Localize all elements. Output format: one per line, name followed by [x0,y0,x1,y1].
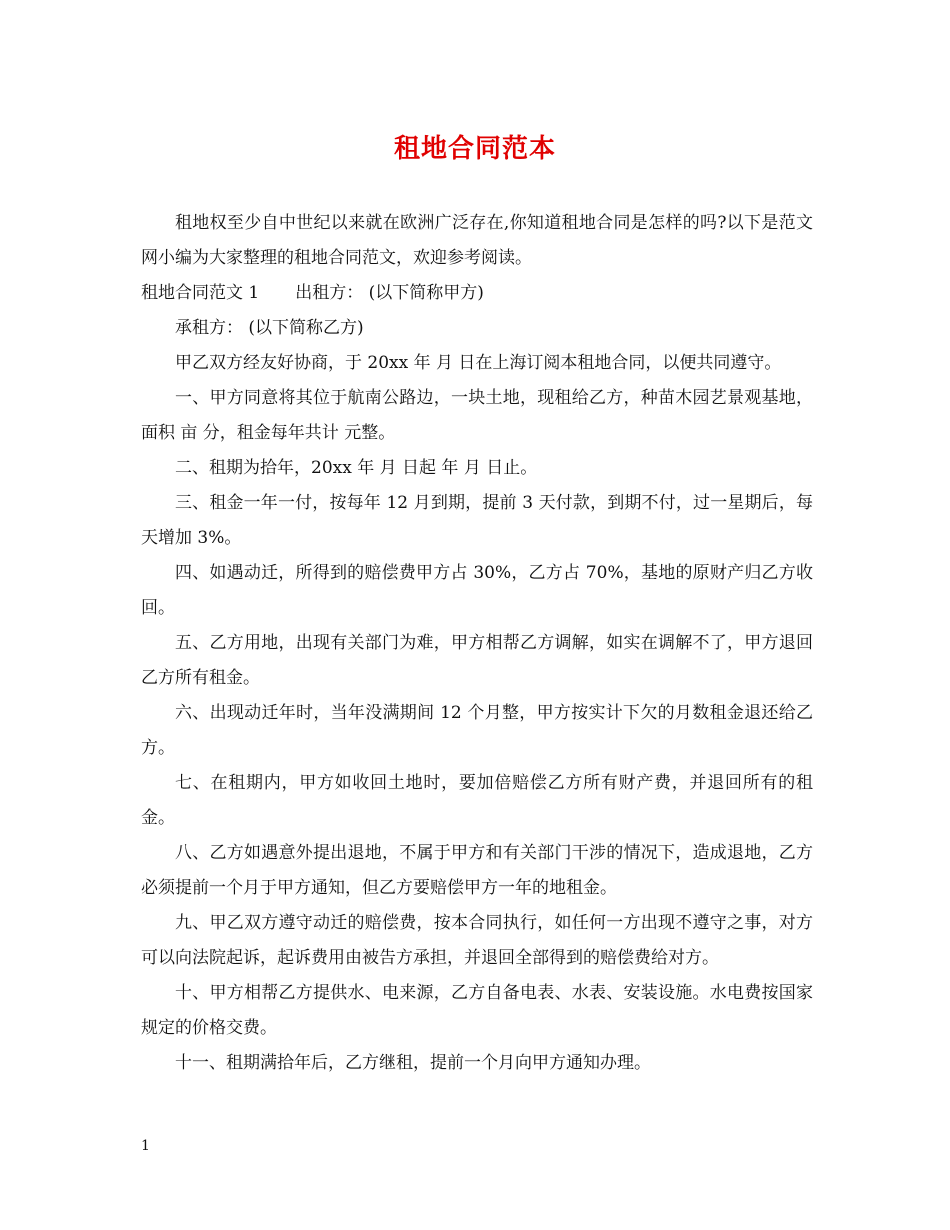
contract-clause-4: 四、如遇动迁，所得到的赔偿费甲方占 30%，乙方占 70%，基地的原财产归乙方收回。 [141,563,813,618]
contract-clause-7: 七、在租期内，甲方如收回土地时，要加倍赔偿乙方所有财产费，并退回所有的租金。 [141,773,813,828]
contract-clause-2: 二、租期为拾年，20xx 年 月 日起 年 月 日止。 [175,458,538,478]
lessor-line: 出租方： (以下简称甲方) [295,283,484,303]
contract-clause-8: 八、乙方如遇意外提出退地，不属于甲方和有关部门干涉的情况下，造成退地，乙方必须提前一个月于甲方通知，但乙方要赔偿甲方一年的地租金。 [141,843,813,898]
intro-paragraph: 租地权至少自中世纪以来就在欧洲广泛存在,你知道租地合同是怎样的吗?以下是范文网小编为大家整理的租地合同范文，欢迎参考阅读。 [141,213,813,268]
heading-line [141,276,813,311]
document-body [141,206,813,1081]
document-title: 租地合同范本 [393,134,556,164]
page-number: 1 [141,1138,150,1154]
contract-clause-9: 九、甲乙双方遵守动迁的赔偿费，按本合同执行，如任何一方出现不遵守之事，对方可以向法院起诉，起诉费用由被告方承担，并退回全部得到的赔偿费给对方。 [141,913,813,968]
contract-paragraph-0: 甲乙双方经友好协商，于 20xx 年 月 日在上海订阅本租地合同，以便共同遵守。 [175,353,782,373]
lessee-line: 承租方： (以下简称乙方) [175,318,364,338]
contract-clause-3: 三、租金一年一付，按每年 12 月到期，提前 3 天付款，到期不付，过一星期后，每天增加 3%。 [141,493,813,548]
contract-clause-1: 一、甲方同意将其位于航南公路边，一块土地，现租给乙方，种苗木园艺景观基地，面积 亩 分，租金每年共计 元整。 [141,388,813,443]
contract-clause-11: 十一、租期满拾年后，乙方继租，提前一个月向甲方通知办理。 [175,1053,651,1073]
contract-clause-10: 十、甲方相帮乙方提供水、电来源，乙方自备电表、水表、安装设施。水电费按国家规定的价格交费。 [141,983,813,1038]
sample-heading-label: 租地合同范文 1 [141,283,260,303]
contract-clause-5: 五、乙方用地，出现有关部门为难，甲方相帮乙方调解，如实在调解不了，甲方退回乙方所有租金。 [141,633,813,688]
contract-clause-6: 六、出现动迁年时，当年没满期间 12 个月整，甲方按实计下欠的月数租金退还给乙方。 [141,703,813,758]
